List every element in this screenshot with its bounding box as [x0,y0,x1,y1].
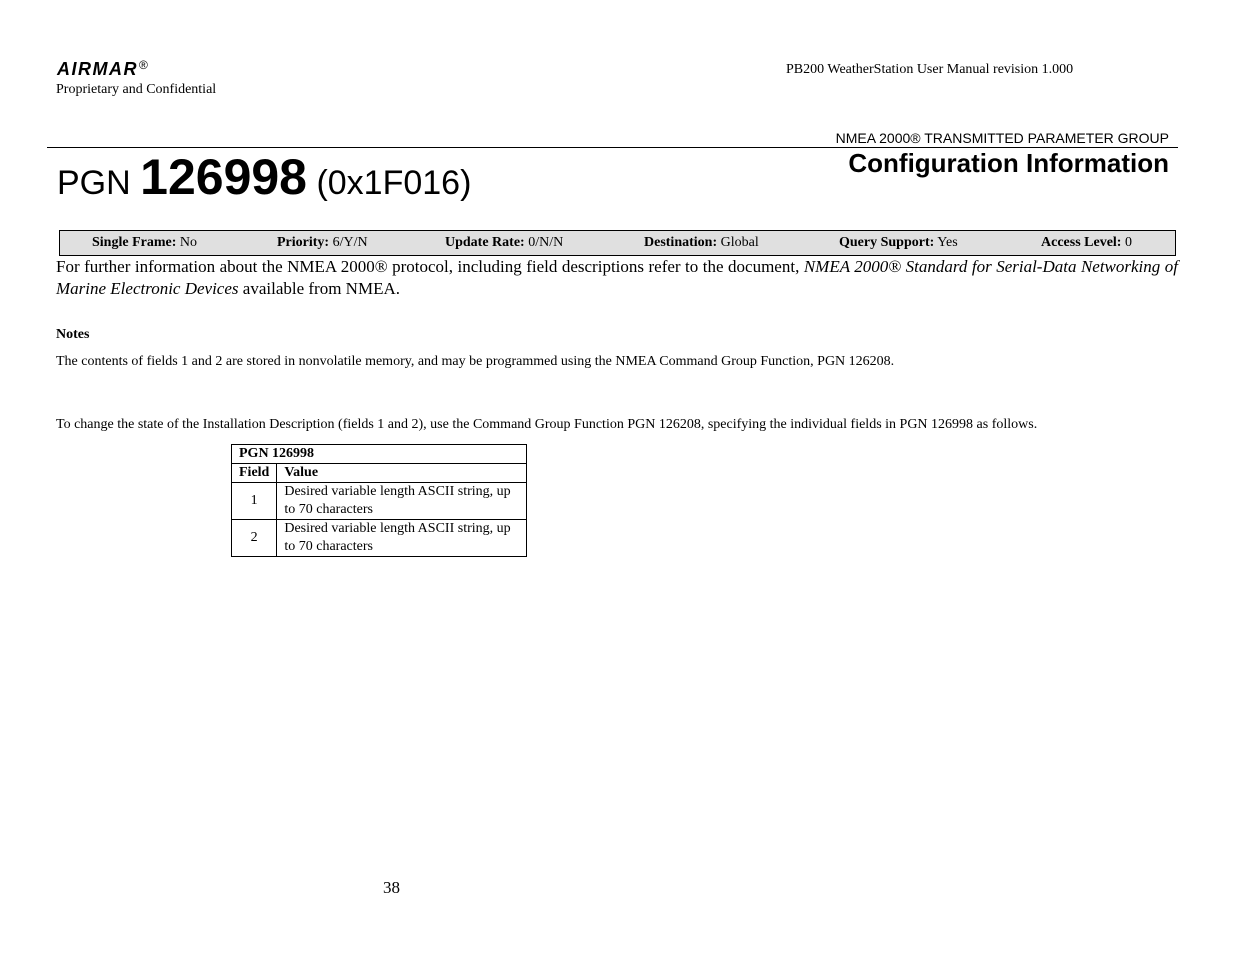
properties-bar [59,230,1176,256]
standard-document-title: NMEA 2000® Standard for Serial-Data Networking of Marine Electronic Devices [56,257,1178,298]
note-nonvolatile: The contents of fields 1 and 2 are stored in nonvolatile memory, and may be programmed using the NMEA Command Group Function, PGN 126208. [56,354,895,369]
prop-destination: Destination: Global [644,235,759,250]
table-title-row [232,445,527,464]
field-number: 1 [232,483,277,520]
field-value: Desired variable length ASCII string, up to 70 characters [277,520,527,557]
pgn-number: 126998 [140,149,307,205]
airmar-logo: AIRMAR® [57,58,148,79]
pgn-hex: (0x1F016) [316,164,472,202]
registered-mark: ® [139,58,148,72]
page-number: 38 [383,878,400,897]
pgn-title [57,150,471,205]
prop-access-level: Access Level: 0 [1041,235,1132,250]
pgn-prefix: PGN [57,164,131,202]
field-value: Desired variable length ASCII string, up to 70 characters [277,483,527,520]
table-title: PGN 126998 [232,445,527,464]
table-row [232,483,527,520]
intro-paragraph: For further information about the NMEA 2000® protocol, including field descriptions refer to the document, NMEA 2000® Standard for Serial-Data Networking of Marine Electronic Devices available from NMEA. [56,257,1178,298]
table-header-row [232,464,527,483]
note-command-group: To change the state of the Installation Description (fields 1 and 2), use the Command Group Function PGN 126208, specifying the individual fields in PGN 126998 as follows. [56,417,1038,432]
notes-heading: Notes [56,327,90,342]
field-table [231,444,527,557]
col-header-field: Field [232,464,277,483]
group-label: NMEA 2000® TRANSMITTED PARAMETER GROUP [835,130,1169,146]
prop-query-support: Query Support: Yes [839,235,958,250]
confidential-notice: Proprietary and Confidential [56,82,217,97]
col-header-value: Value [277,464,527,483]
table-row [232,520,527,557]
prop-priority: Priority: 6/Y/N [277,235,368,250]
group-name: Configuration Information [848,148,1169,178]
manual-title: PB200 WeatherStation User Manual revision 1.000 [786,62,1074,77]
prop-single-frame: Single Frame: No [92,235,197,250]
prop-update-rate: Update Rate: 0/N/N [445,235,564,250]
field-number: 2 [232,520,277,557]
